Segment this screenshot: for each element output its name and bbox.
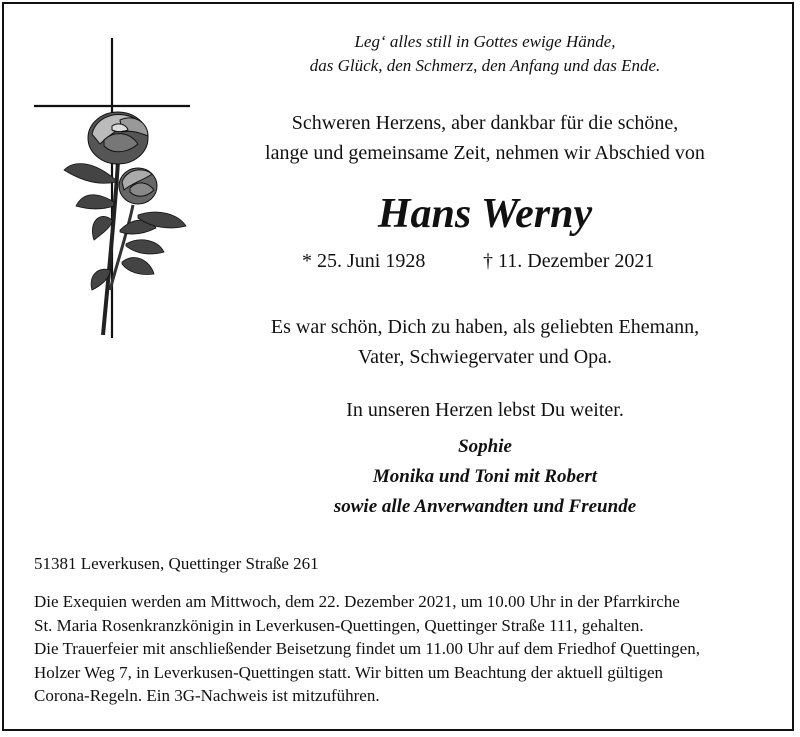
- message-line: Es war schön, Dich zu haben, als geliebten Ehemann,: [270, 316, 700, 338]
- intro-line: Schweren Herzens, aber dankbar für die schöne,: [291, 112, 679, 134]
- mourner-name: Monika und Toni mit Robert: [372, 466, 598, 487]
- family-address: 51381 Leverkusen, Quettinger Straße 261: [34, 554, 319, 573]
- birth-date: * 25. Juni 1928: [302, 250, 426, 272]
- mourners-list: [230, 432, 740, 522]
- motto-line: Leg‘ alles still in Gottes ewige Hände,: [354, 32, 616, 51]
- deceased-name: Hans Werny: [377, 191, 593, 237]
- info-line: Die Exequien werden am Mittwoch, dem 22. Dezember 2021, um 10.00 Uhr in der Pfarrkirche: [34, 592, 680, 611]
- motto-verse: [230, 30, 740, 78]
- intro-text: [230, 108, 740, 168]
- cross-and-rose-icon: [30, 30, 200, 345]
- intro-line: lange und gemeinsame Zeit, nehmen wir Abschied von: [265, 142, 705, 164]
- info-line: Holzer Weg 7, in Leverkusen-Quettingen statt. Wir bitten um Beachtung der aktuell gültigen: [34, 662, 663, 682]
- mourner-name: Sophie: [458, 436, 512, 457]
- motto-line: das Glück, den Schmerz, den Anfang und das Ende.: [309, 56, 661, 75]
- funeral-info: [34, 590, 774, 708]
- mourner-name: sowie alle Anverwandten und Freunde: [333, 496, 637, 517]
- info-line: St. Maria Rosenkranzkönigin in Leverkusen-Quettingen, Quettinger Straße 111, gehalten.: [34, 615, 644, 635]
- death-date: † 11. Dezember 2021: [483, 250, 655, 272]
- message-text: [230, 312, 740, 372]
- closing-line: In unseren Herzen lebst Du weiter.: [346, 399, 624, 421]
- info-line: Die Trauerfeier mit anschließender Beisetzung findet um 11.00 Uhr auf dem Friedhof Quettingen,: [34, 639, 700, 658]
- message-line: Vater, Schwiegervater und Opa.: [357, 346, 613, 368]
- info-line: Corona-Regeln. Ein 3G-Nachweis ist mitzuführen.: [34, 686, 380, 705]
